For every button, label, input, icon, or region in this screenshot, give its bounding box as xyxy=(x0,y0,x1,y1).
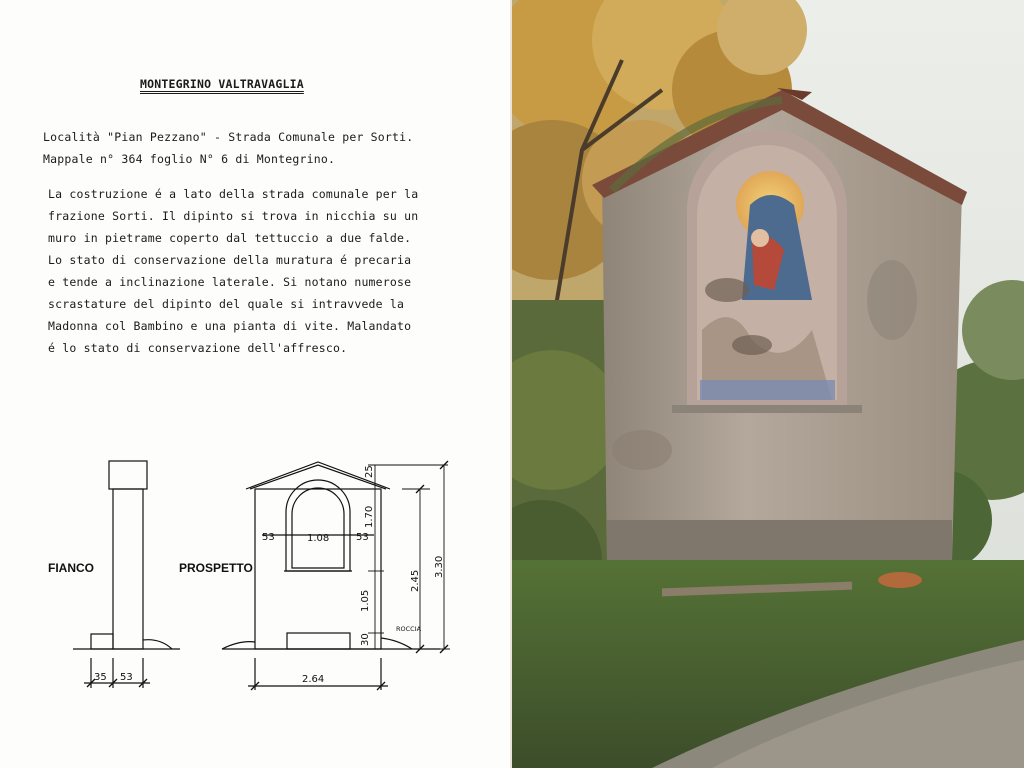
dim-330: 3.30 xyxy=(434,555,445,578)
description-line: frazione Sorti. Il dipinto si trova in nicchia su un xyxy=(48,209,419,223)
ground xyxy=(512,560,1024,768)
niche xyxy=(286,480,350,571)
dim-170: 1.70 xyxy=(364,505,375,528)
side-roof xyxy=(109,461,147,489)
location-line-1: Località "Pian Pezzano" - Strada Comunale per Sorti. xyxy=(43,130,414,144)
description-line: Lo stato di conservazione della muratura é precaria xyxy=(48,253,412,267)
right-margin-dim: 53 xyxy=(356,532,369,543)
shrine-photo xyxy=(512,0,1024,768)
left-margin-dim: 53 xyxy=(262,532,275,543)
dim-105: 1.05 xyxy=(360,589,371,612)
dim-25: 25 xyxy=(364,465,375,478)
side-wall xyxy=(113,489,143,649)
front-view-label: PROSPETTO xyxy=(179,561,253,575)
description-paragraph xyxy=(48,183,468,359)
side-view-label: FIANCO xyxy=(48,561,94,575)
location-line-2: Mappale n° 364 foglio N° 6 di Montegrino. xyxy=(43,152,336,166)
side-base xyxy=(91,634,113,649)
document-title: MONTEGRINO VALTRAVAGLIA xyxy=(140,77,304,91)
niche-width-dim: 1.08 xyxy=(307,533,330,544)
side-dim-53: 53 xyxy=(120,672,133,683)
dim-30: 30 xyxy=(360,633,371,646)
description-line: é lo stato di conservazione dell'affresco. xyxy=(48,341,348,355)
front-base xyxy=(287,633,350,649)
front-wall xyxy=(255,489,381,649)
description-line: muro in pietrame coperto dal tettuccio a due falde. xyxy=(48,231,412,245)
front-width-dim: 2.64 xyxy=(302,674,325,685)
description-line: scrastature del dipinto del quale si intravvede la xyxy=(48,297,405,311)
description-line: La costruzione é a lato della strada comunale per la xyxy=(48,187,419,201)
description-line: Madonna col Bambino e una pianta di vite. Malandato xyxy=(48,319,412,333)
dim-245: 2.45 xyxy=(410,569,421,592)
side-dim-35: 35 xyxy=(94,672,107,683)
description-line: e tende a inclinazione laterale. Si notano numerose xyxy=(48,275,412,289)
ground-note: ROCCIA xyxy=(396,625,422,633)
